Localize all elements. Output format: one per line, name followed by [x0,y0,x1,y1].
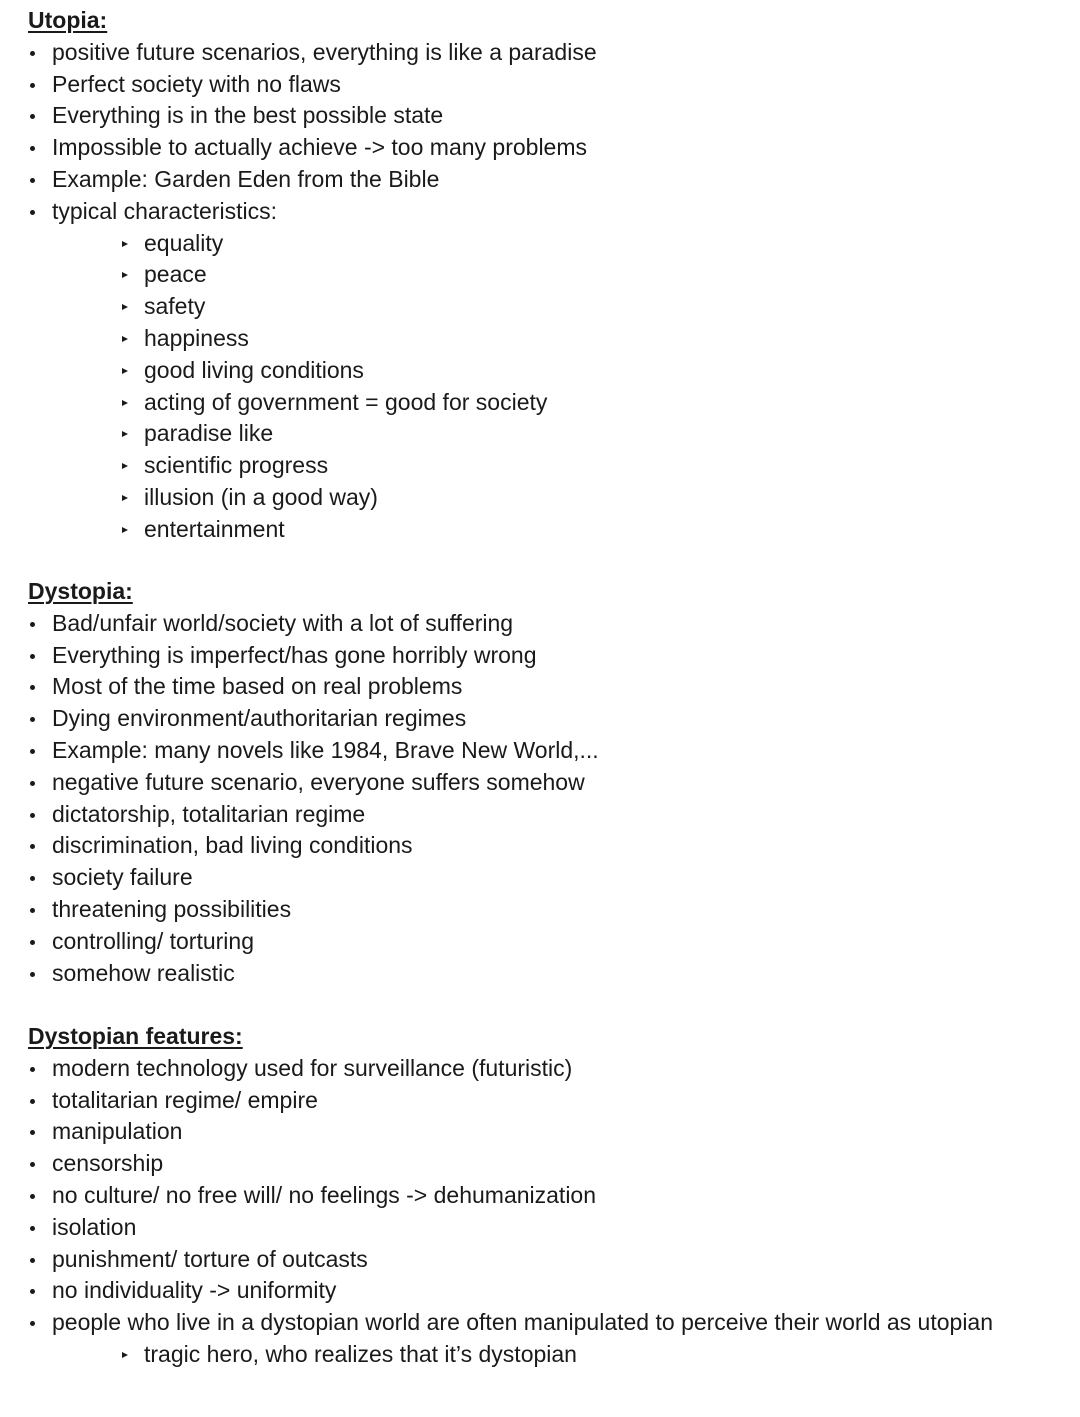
sub-list-item: safety [28,291,1068,323]
list-item: totalitarian regime/ empire [28,1085,1068,1117]
list-item: somehow realistic [28,958,1068,990]
sub-list-item: good living conditions [28,355,1068,387]
list-item: manipulation [28,1116,1068,1148]
bullet-dot-icon [28,862,36,894]
list-item: Bad/unfair world/society with a lot of suffering [28,608,1068,640]
utopia-section [28,5,1068,546]
bullet-dot-icon [28,69,36,101]
sub-list-item: illusion (in a good way) [28,482,1068,514]
list-item: modern technology used for surveillance (futuristic) [28,1053,1068,1085]
list-item: Most of the time based on real problems [28,671,1068,703]
list-item: threatening possibilities [28,894,1068,926]
bullet-triangle-icon [122,291,132,323]
bullet-dot-icon [28,926,36,958]
bullet-dot-icon [28,164,36,196]
sub-list-item: happiness [28,323,1068,355]
list-item: people who live in a dystopian world are often manipulated to perceive their world as utopian [28,1307,1068,1339]
list-item: typical characteristics: [28,196,1068,228]
sub-list-item: paradise like [28,418,1068,450]
bullet-dot-icon [28,640,36,672]
bullet-dot-icon [28,1275,36,1307]
list-item: Everything is imperfect/has gone horribly wrong [28,640,1068,672]
bullet-dot-icon [28,958,36,990]
bullet-triangle-icon [122,418,132,450]
list-item: dictatorship, totalitarian regime [28,799,1068,831]
dystopia-section [28,576,1068,989]
bullet-dot-icon [28,1116,36,1148]
bullet-triangle-icon [122,1339,132,1371]
bullet-dot-icon [28,830,36,862]
dystopian-features-section [28,1021,1068,1371]
list-item: Example: many novels like 1984, Brave New World,... [28,735,1068,767]
list-item: Perfect society with no flaws [28,69,1068,101]
bullet-dot-icon [28,894,36,926]
bullet-dot-icon [28,799,36,831]
bullet-triangle-icon [122,387,132,419]
bullet-dot-icon [28,1244,36,1276]
bullet-dot-icon [28,132,36,164]
bullet-dot-icon [28,671,36,703]
dystopian-features-list [28,1053,1068,1371]
sub-list-item: peace [28,259,1068,291]
utopia-heading: Utopia: [28,7,108,33]
dystopian-features-heading: Dystopian features: [28,1023,243,1049]
bullet-dot-icon [28,1053,36,1085]
bullet-triangle-icon [122,323,132,355]
bullet-dot-icon [28,767,36,799]
list-item: Dying environment/authoritarian regimes [28,703,1068,735]
bullet-triangle-icon [122,482,132,514]
list-item: no culture/ no free will/ no feelings -> dehumanization [28,1180,1068,1212]
sub-list-item: entertainment [28,514,1068,546]
bullet-triangle-icon [122,355,132,387]
bullet-dot-icon [28,196,36,228]
list-item: censorship [28,1148,1068,1180]
list-item: discrimination, bad living conditions [28,830,1068,862]
bullet-dot-icon [28,37,36,69]
bullet-dot-icon [28,608,36,640]
list-item: Example: Garden Eden from the Bible [28,164,1068,196]
bullet-dot-icon [28,1307,36,1339]
sub-list-item: scientific progress [28,450,1068,482]
list-item: no individuality -> uniformity [28,1275,1068,1307]
bullet-triangle-icon [122,259,132,291]
bullet-dot-icon [28,1148,36,1180]
bullet-dot-icon [28,1180,36,1212]
bullet-dot-icon [28,735,36,767]
utopia-list [28,37,1068,546]
list-item: negative future scenario, everyone suffers somehow [28,767,1068,799]
bullet-dot-icon [28,703,36,735]
list-item: Impossible to actually achieve -> too many problems [28,132,1068,164]
dystopia-heading: Dystopia: [28,578,133,604]
sub-list-item: equality [28,228,1068,260]
bullet-triangle-icon [122,514,132,546]
list-item: isolation [28,1212,1068,1244]
list-item: punishment/ torture of outcasts [28,1244,1068,1276]
list-item: positive future scenarios, everything is like a paradise [28,37,1068,69]
bullet-triangle-icon [122,450,132,482]
bullet-dot-icon [28,100,36,132]
sub-list-item: tragic hero, who realizes that it’s dystopian [28,1339,1068,1371]
dystopia-list [28,608,1068,990]
bullet-dot-icon [28,1085,36,1117]
list-item: Everything is in the best possible state [28,100,1068,132]
bullet-dot-icon [28,1212,36,1244]
sub-list-item: acting of government = good for society [28,387,1068,419]
bullet-triangle-icon [122,228,132,260]
list-item: society failure [28,862,1068,894]
list-item: controlling/ torturing [28,926,1068,958]
